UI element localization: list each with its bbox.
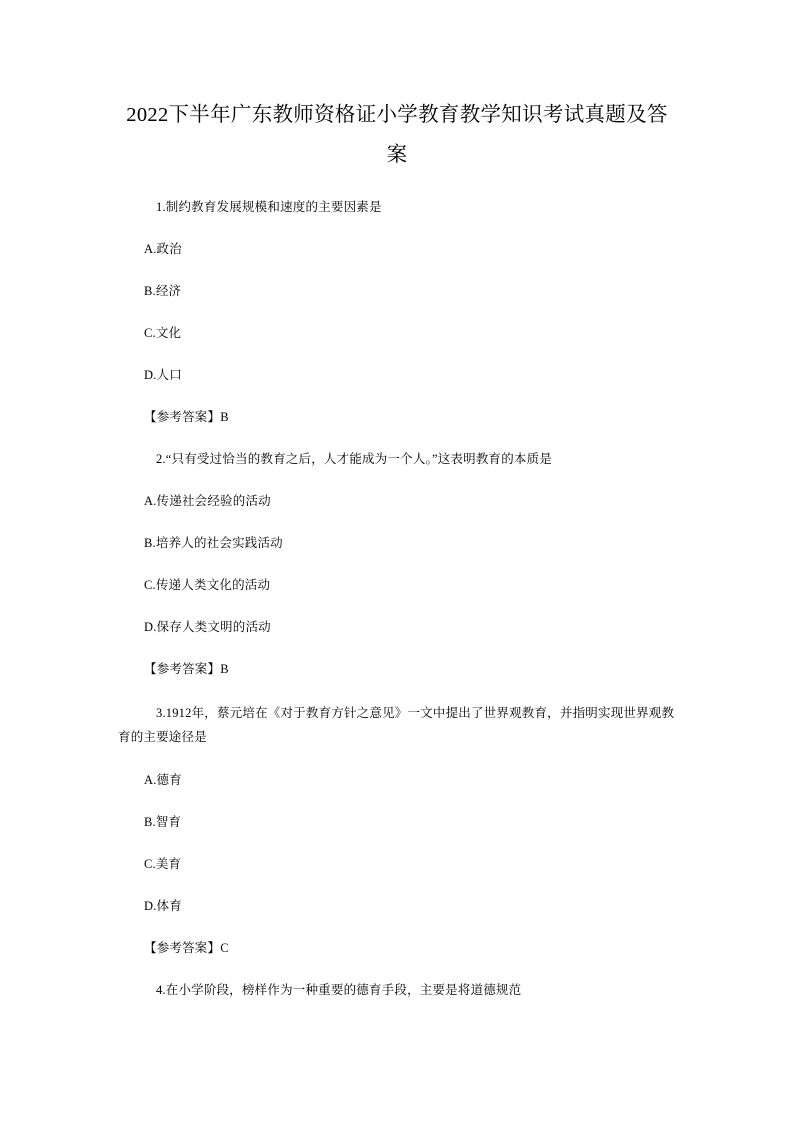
- question-stem: 2.“只有受过恰当的教育之后，人才能成为一个人。”这表明教育的本质是: [156, 452, 553, 466]
- question-option: D.保存人类文明的活动: [144, 620, 271, 634]
- question-option: A.传递社会经验的活动: [144, 494, 271, 508]
- question-option: D.体育: [144, 899, 182, 913]
- question-option: A.德育: [144, 773, 182, 787]
- question-option: C.传递人类文化的活动: [144, 578, 271, 592]
- question-stem: 3.1912年，蔡元培在《对于教育方针之意见》一文中提出了世界观教育，并指明实现世界观教育的主要途径是: [118, 706, 675, 744]
- document-body: [118, 197, 676, 1001]
- question-option: D.人口: [144, 368, 182, 382]
- page-title: 2022下半年广东教师资格证小学教育教学知识考试真题及答案: [126, 104, 668, 166]
- question-option: A.政治: [144, 242, 182, 256]
- reference-answer: 【参考答案】B: [144, 662, 229, 676]
- question-option: C.文化: [144, 326, 182, 340]
- question-option: B.经济: [144, 284, 182, 298]
- question-stem: 4.在小学阶段，榜样作为一种重要的德育手段，主要是将道德规范: [156, 983, 522, 997]
- question-option: B.培养人的社会实践活动: [144, 536, 283, 550]
- reference-answer: 【参考答案】C: [144, 941, 229, 955]
- question-option: C.美育: [144, 857, 182, 871]
- question-option: B.智育: [144, 815, 182, 829]
- reference-answer: 【参考答案】B: [144, 410, 229, 424]
- question-stem: 1.制约教育发展规模和速度的主要因素是: [156, 200, 382, 214]
